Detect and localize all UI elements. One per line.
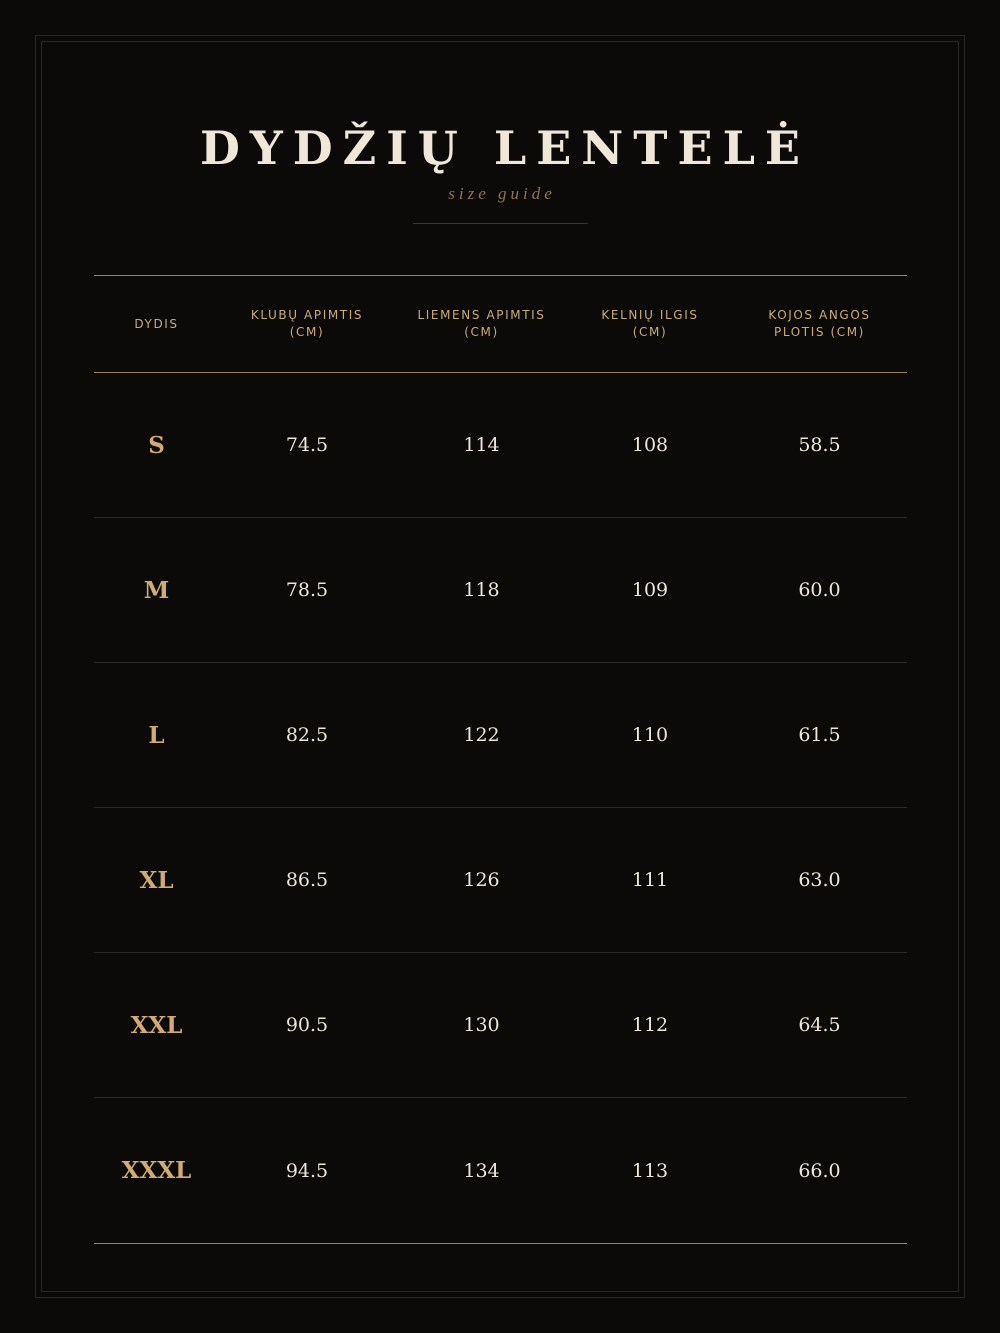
size-table bbox=[94, 275, 907, 1244]
size-label: M bbox=[143, 576, 170, 604]
size-label: L bbox=[148, 721, 165, 749]
length-value: 112 bbox=[631, 1014, 669, 1036]
leg-opening-value: 63.0 bbox=[798, 869, 841, 891]
column-header-length: KELNIŲ ILGIS (CM) bbox=[601, 308, 699, 339]
page-subtitle: size guide bbox=[448, 184, 556, 203]
length-value: 110 bbox=[631, 724, 669, 746]
table-row bbox=[94, 518, 907, 663]
table-bottom-rule bbox=[94, 1243, 907, 1244]
length-value: 108 bbox=[631, 434, 669, 456]
page-title: DYDŽIŲ LENTELĖ bbox=[200, 121, 810, 175]
leg-opening-value: 61.5 bbox=[798, 724, 841, 746]
waist-value: 118 bbox=[463, 579, 500, 601]
waist-value: 130 bbox=[463, 1014, 500, 1036]
leg-opening-value: 60.0 bbox=[798, 579, 841, 601]
column-header-size: DYDIS bbox=[134, 316, 179, 331]
size-label: S bbox=[148, 431, 165, 459]
length-value: 111 bbox=[631, 869, 669, 891]
hip-value: 78.5 bbox=[285, 579, 329, 601]
hip-value: 90.5 bbox=[285, 1014, 329, 1036]
waist-value: 114 bbox=[463, 434, 500, 456]
table-top-rule bbox=[94, 275, 907, 276]
waist-value: 126 bbox=[463, 869, 500, 891]
table-header-row bbox=[94, 276, 907, 372]
table-row bbox=[94, 1098, 907, 1243]
waist-value: 134 bbox=[463, 1159, 500, 1182]
table-row bbox=[94, 808, 907, 953]
length-value: 113 bbox=[631, 1159, 669, 1182]
size-label: XL bbox=[139, 866, 174, 894]
table-header-rule bbox=[94, 372, 907, 373]
hip-value: 74.5 bbox=[285, 434, 329, 456]
leg-opening-value: 64.5 bbox=[798, 1014, 841, 1036]
title-divider bbox=[413, 223, 588, 224]
hip-value: 82.5 bbox=[285, 724, 329, 746]
length-value: 109 bbox=[631, 579, 669, 601]
column-header-hip: KLUBŲ APIMTIS (CM) bbox=[250, 308, 364, 339]
hip-value: 94.5 bbox=[285, 1159, 329, 1182]
size-label: XXL bbox=[130, 1011, 183, 1039]
leg-opening-value: 66.0 bbox=[798, 1159, 841, 1182]
hip-value: 86.5 bbox=[285, 869, 329, 891]
table-row bbox=[94, 953, 907, 1098]
waist-value: 122 bbox=[463, 724, 500, 746]
table-row bbox=[94, 373, 907, 518]
column-header-waist: LIEMENS APIMTIS (CM) bbox=[417, 308, 546, 339]
size-label: XXXL bbox=[121, 1157, 192, 1184]
leg-opening-value: 58.5 bbox=[798, 434, 841, 456]
column-header-leg-opening: KOJOS ANGOS PLOTIS (CM) bbox=[768, 308, 871, 339]
table-row bbox=[94, 663, 907, 808]
